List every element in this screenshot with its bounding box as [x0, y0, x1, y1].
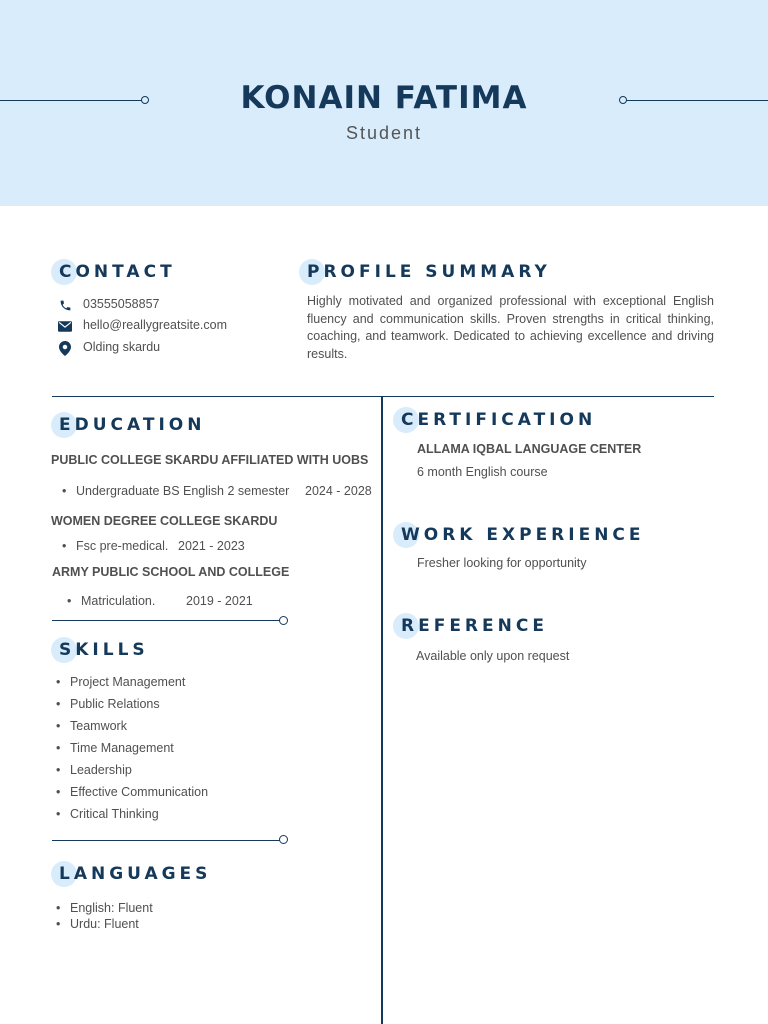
education-divider	[52, 620, 280, 622]
skill-item: • Critical Thinking	[70, 807, 159, 821]
language-item: • English: Fluent	[70, 901, 153, 915]
school-detail: • Undergraduate BS English 2 semester	[76, 484, 289, 498]
location-pin-icon	[58, 341, 72, 355]
skills-divider-dot	[279, 835, 288, 844]
work-experience-heading: WORK EXPERIENCE	[401, 525, 645, 545]
column-divider	[381, 396, 383, 1024]
contact-address: Olding skardu	[83, 340, 161, 354]
contact-heading: CONTACT	[59, 262, 176, 282]
school-name: PUBLIC COLLEGE SKARDU AFFILIATED WITH UOBS	[51, 453, 369, 467]
education-heading: EDUCATION	[59, 415, 205, 435]
certification-heading: CERTIFICATION	[401, 410, 596, 430]
profile-summary-text: Highly motivated and organized professional with exceptional English fluency and communication skills. Proven strengths in critical thinking, coaching, and teamwork. Dedicated to achieving excellence and driving results.	[307, 294, 714, 361]
reference-text: Available only upon request	[416, 649, 570, 663]
contact-email[interactable]: hello@reallygreatsite.com	[83, 318, 228, 332]
reference-heading: REFERENCE	[401, 616, 548, 636]
mail-icon	[58, 319, 72, 333]
school-detail: • Fsc pre-medical.	[76, 539, 168, 553]
skill-item: • Project Management	[70, 675, 185, 689]
certification-course: 6 month English course	[417, 465, 548, 479]
school-years: 2019 - 2021	[186, 594, 253, 608]
section-divider	[52, 396, 714, 398]
person-role: Student	[345, 123, 423, 143]
school-detail: • Matriculation.	[81, 594, 155, 608]
school-name: ARMY PUBLIC SCHOOL AND COLLEGE	[52, 565, 290, 579]
skills-heading: SKILLS	[59, 640, 149, 660]
skills-divider	[52, 840, 280, 842]
skill-item: • Effective Communication	[70, 785, 208, 799]
skill-item: • Teamwork	[70, 719, 127, 733]
language-item: • Urdu: Fluent	[70, 917, 139, 931]
school-years: 2024 - 2028	[305, 484, 372, 498]
education-divider-dot	[279, 616, 288, 625]
school-years: 2021 - 2023	[178, 539, 245, 553]
contact-phone[interactable]: 03555058857	[83, 297, 160, 311]
skill-item: • Public Relations	[70, 697, 160, 711]
skill-item: • Leadership	[70, 763, 132, 777]
school-name: WOMEN DEGREE COLLEGE SKARDU	[51, 514, 278, 528]
person-name: KONAIN FATIMA	[240, 80, 528, 116]
certification-org: ALLAMA IQBAL LANGUAGE CENTER	[417, 442, 642, 456]
phone-icon	[58, 298, 72, 312]
work-experience-text: Fresher looking for opportunity	[417, 556, 587, 570]
skill-item: • Time Management	[70, 741, 174, 755]
profile-heading: PROFILE SUMMARY	[307, 262, 551, 282]
languages-heading: LANGUAGES	[59, 864, 211, 884]
